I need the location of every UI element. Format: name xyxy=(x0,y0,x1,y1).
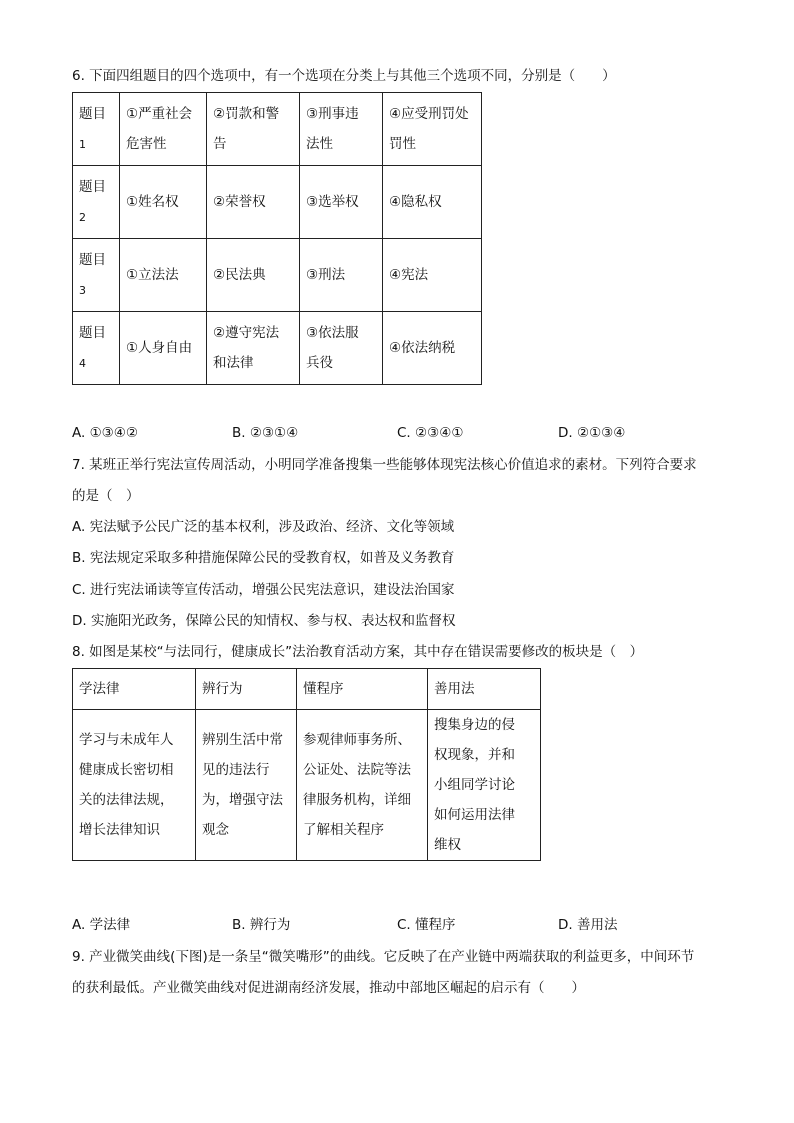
table-cell: 辨别生活中常 见的违法行 为，增强守法 观念 xyxy=(196,710,297,861)
table-header: 善用法 xyxy=(428,669,541,710)
table-cell: ①立法法 xyxy=(120,239,207,312)
q7-option-b[interactable]: B. 宪法规定采取多种措施保障公民的受教育权，如普及义务教育 xyxy=(72,550,455,566)
table-cell: ③刑事违法性 xyxy=(300,93,383,166)
table-cell: ①姓名权 xyxy=(120,166,207,239)
table-row xyxy=(73,239,482,312)
table-cell: ①人身自由 xyxy=(120,312,207,385)
table-cell: ④隐私权 xyxy=(383,166,482,239)
table-cell: 搜集身边的侵 权现象，并和 小组同学讨论 如何运用法律 维权 xyxy=(428,710,541,861)
q9-stem-line2: 的获利最低。产业微笑曲线对促进湖南经济发展，推动中部地区崛起的启示有（ ） xyxy=(72,980,585,996)
table-cell: ①严重社会危害性 xyxy=(120,93,207,166)
table-cell: ③依法服兵役 xyxy=(300,312,383,385)
q8-option-b[interactable]: B. 辨行为 xyxy=(232,917,291,933)
table-header: 懂程序 xyxy=(297,669,428,710)
table-cell: ④应受刑罚处罚性 xyxy=(383,93,482,166)
q8-table xyxy=(72,668,541,861)
q6-stem: 6. 下面四组题目的四个选项中，有一个选项在分类上与其他三个选项不同，分别是（ ） xyxy=(72,68,616,84)
table-cell: 题目 3 xyxy=(73,239,120,312)
q7-stem-line1: 7. 某班正举行宪法宣传周活动，小明同学准备搜集一些能够体现宪法核心价值追求的素材。下列符合要求 xyxy=(72,457,697,473)
q8-option-a[interactable]: A. 学法律 xyxy=(72,917,131,933)
table-cell: ②罚款和警告 xyxy=(207,93,300,166)
q6-option-a[interactable]: A. ①③④② xyxy=(72,425,138,441)
q7-option-d[interactable]: D. 实施阳光政务，保障公民的知情权、参与权、表达权和监督权 xyxy=(72,613,456,629)
table-cell: 学习与未成年人 健康成长密切相 关的法律法规， 增长法律知识 xyxy=(73,710,196,861)
table-cell: ②遵守宪法和法律 xyxy=(207,312,300,385)
q8-option-c[interactable]: C. 懂程序 xyxy=(397,917,456,933)
table-cell: ③选举权 xyxy=(300,166,383,239)
table-row xyxy=(73,669,541,710)
table-cell: 题目 1 xyxy=(73,93,120,166)
table-row xyxy=(73,312,482,385)
q8-option-d[interactable]: D. 善用法 xyxy=(558,917,618,933)
q6-option-b[interactable]: B. ②③①④ xyxy=(232,425,299,441)
q6-table xyxy=(72,92,482,385)
table-cell: 题目 4 xyxy=(73,312,120,385)
table-cell: ④宪法 xyxy=(383,239,482,312)
q6-option-c[interactable]: C. ②③④① xyxy=(397,425,464,441)
table-cell: ③刑法 xyxy=(300,239,383,312)
q7-option-a[interactable]: A. 宪法赋予公民广泛的基本权利，涉及政治、经济、文化等领域 xyxy=(72,519,455,535)
table-row xyxy=(73,93,482,166)
q7-option-c[interactable]: C. 进行宪法诵读等宣传活动，增强公民宪法意识，建设法治国家 xyxy=(72,582,455,598)
table-header: 辨行为 xyxy=(196,669,297,710)
q9-stem-line1: 9. 产业微笑曲线(下图)是一条呈“微笑嘴形”的曲线。它反映了在产业链中两端获取的利益更多，中间环节 xyxy=(72,949,695,965)
table-cell: 参观律师事务所、 公证处、法院等法 律服务机构，详细 了解相关程序 xyxy=(297,710,428,861)
q6-option-d[interactable]: D. ②①③④ xyxy=(558,425,626,441)
table-cell: 题目 2 xyxy=(73,166,120,239)
table-cell: ④依法纳税 xyxy=(383,312,482,385)
q7-stem-line2: 的是（ ） xyxy=(72,488,140,504)
table-cell: ②荣誉权 xyxy=(207,166,300,239)
table-row xyxy=(73,710,541,861)
table-header: 学法律 xyxy=(73,669,196,710)
q8-stem: 8. 如图是某校“与法同行，健康成长”法治教育活动方案，其中存在错误需要修改的板块是（ ） xyxy=(72,644,644,660)
table-row xyxy=(73,166,482,239)
table-cell: ②民法典 xyxy=(207,239,300,312)
